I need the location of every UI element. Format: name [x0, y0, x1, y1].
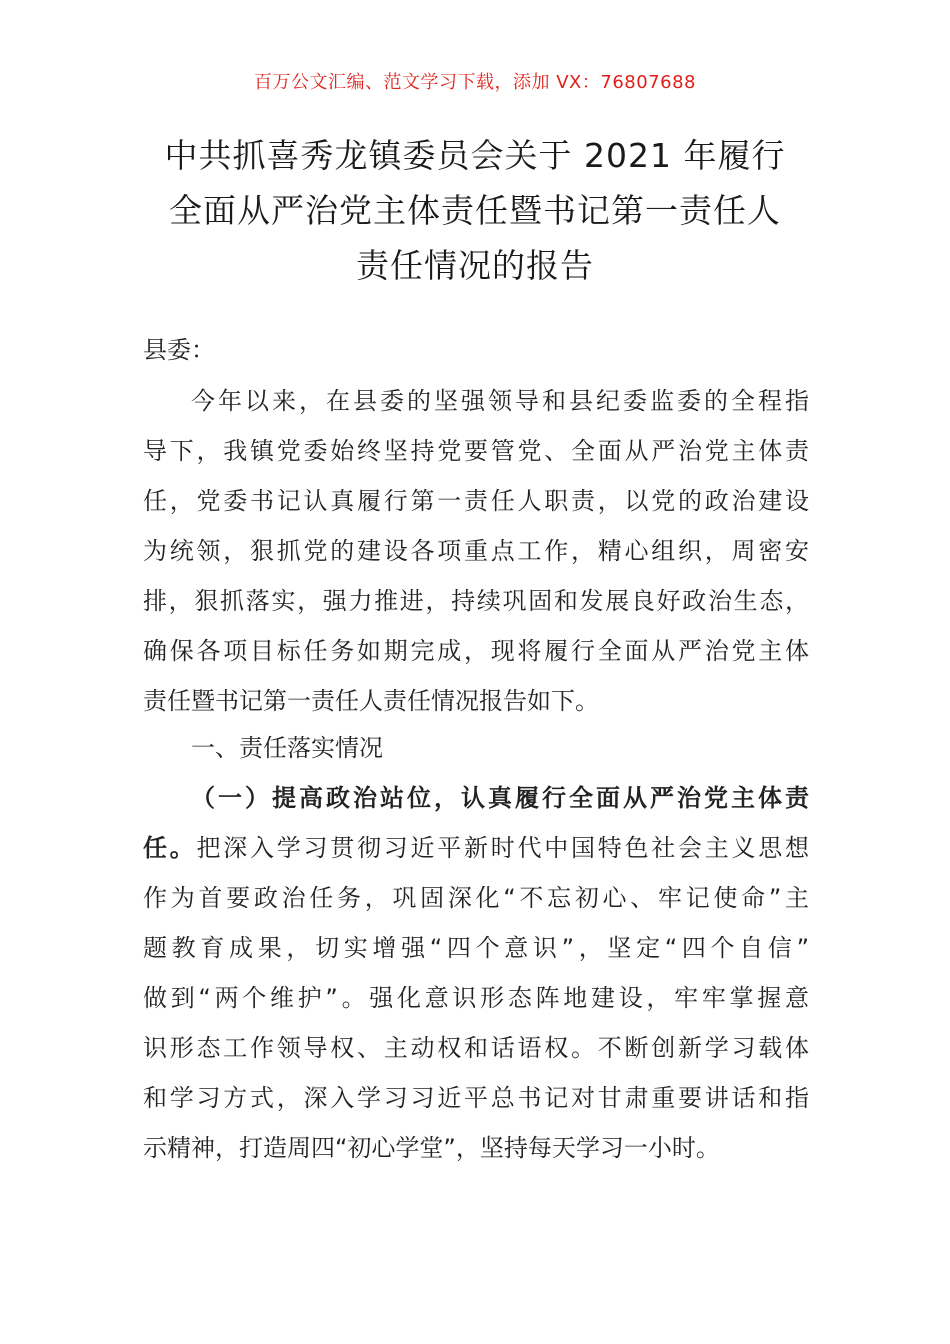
title-line-2: 全面从严治党主体责任暨书记第一责任人 — [169, 191, 781, 230]
paragraph-line-text: 把深入学习贯彻习近平新时代中国特色社会主义思想 — [196, 834, 809, 862]
paragraph-line: 为统领，狠抓党的建设各项重点工作，精心组织，周密安 — [143, 537, 809, 565]
paragraph-line: 确保各项目标任务如期完成，现将履行全面从严治党主体 — [143, 637, 809, 665]
paragraph-line: 作为首要政治任务，巩固深化“不忘初心、牢记使命”主 — [143, 884, 809, 912]
header-notice: 百万公文汇编、范文学习下载，添加 VX：76807688 — [254, 72, 696, 93]
intro-paragraph — [143, 376, 809, 726]
title-line-3: 责任情况的报告 — [356, 246, 594, 285]
paragraph-line: 题教育成果，切实增强“四个意识”，坚定“四个自信” — [143, 934, 809, 962]
subsection-heading: （一）提高政治站位，认真履行全面从严治党主体责 — [191, 784, 809, 812]
section-heading-block — [143, 723, 809, 773]
section-heading: 一、责任落实情况 — [191, 734, 383, 762]
subsection-paragraph — [143, 773, 809, 1173]
salutation: 县委： — [143, 336, 215, 364]
subsection-heading-end: 任。 — [143, 834, 197, 862]
paragraph-line: 今年以来，在县委的坚强领导和县纪委监委的全程指 — [191, 387, 809, 415]
paragraph-line: 识形态工作领导权、主动权和话语权。不断创新学习载体 — [143, 1034, 809, 1062]
paragraph-line: 示精神，打造周四“初心学堂”，坚持每天学习一小时。 — [143, 1134, 720, 1162]
paragraph-line: 任，党委书记认真履行第一责任人职责，以党的政治建设 — [143, 487, 809, 515]
paragraph-line: 排，狠抓落实，强力推进，持续巩固和发展良好政治生态， — [143, 587, 809, 615]
paragraph-line: 导下，我镇党委始终坚持党要管党、全面从严治党主体责 — [143, 437, 809, 465]
paragraph-line: 责任暨书记第一责任人责任情况报告如下。 — [143, 687, 599, 715]
document-title — [140, 128, 810, 293]
paragraph-line: 做到“两个维护”。强化意识形态阵地建设，牢牢掌握意 — [143, 984, 809, 1012]
paragraph-line — [143, 823, 809, 873]
paragraph-line: 和学习方式，深入学习习近平总书记对甘肃重要讲话和指 — [143, 1084, 809, 1112]
title-line-1: 中共抓喜秀龙镇委员会关于 2021 年履行 — [164, 136, 786, 175]
